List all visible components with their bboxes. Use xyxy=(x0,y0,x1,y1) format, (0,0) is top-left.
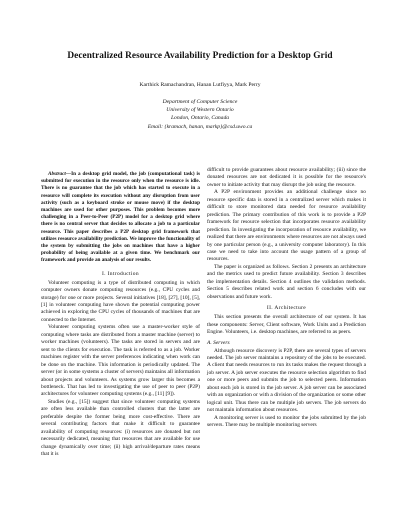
intro-paragraph-3: Studies (e.g., [15]) suggest that since volunteer computing systems are often less available than controlled clusters that the latter are preferable despite the former being more cost-effective. There are several contributing factors that make it difficult to guarantee availability of computing resources: (i) resources are donated but not necessarily dedicated, meaning that resources that are available for use change dynamically over time; (ii) high arrival/departure rates means that it is xyxy=(41,398,200,458)
architecture-paragraph-1: This section presents the overall architecture of our system. It has these components: Server, Client software, Work Units and a Prediction Engine. Volunteers, i.e. desktop machines, are referred to as peers. xyxy=(207,314,366,336)
subsection-heading-servers: A. Servers xyxy=(207,339,230,346)
abstract-text: —In a desktop grid model, the job (computational task) is submitted for execution in the resource only when the resource is idle. There is no guarantee that the job which has started to execute in a resource will complete its execution without any disruption from user activity (such as a keyboard stroke or mouse move) if the desktop machines are used for other purposes. This problem becomes more challenging in a Peer-to-Peer (P2P) model for a desktop grid where there is no central server that decides to allocate a job to a particular resource. This paper describes a P2P desktop grid framework that utilizes resource availability prediction. We improve the functionality of the system by submitting the jobs on machines that have a higher probability of being available at a given time. We benchmark our framework and provide an analysis of our results. xyxy=(41,171,200,264)
right-paragraph-1: difficult to provide guarantees about resource availability; (iii) since the donated resources are not dedicated it is possible for the resource's owner to initiate activity that may disrupt the job using the resource. xyxy=(207,167,366,188)
affiliation-university: University of Western Ontario xyxy=(166,107,234,114)
author-affiliation xyxy=(0,98,400,131)
affiliation-department: Department of Computer Science xyxy=(162,99,238,105)
section-heading-introduction: I. Introduction xyxy=(101,270,140,277)
servers-paragraph-1: Although resource discovery is P2P, there are several types of servers needed. The job server maintains a repository of the jobs to be executed. A client that needs resources to run its tasks makes the request through a job server. A job server executes the resource selection algorithm to find one or more peers and submits the job to selected peers. Information about each job is stored in the job server. A job server can be associated with an organization or with a division of the organization or some other logical unit. Thus there can be multiple job servers. The job servers do not maintain information about resources. xyxy=(207,347,366,414)
paper-authors: Karthick Ramachandran, Hanan Lutfiyya, Mark Perry xyxy=(139,82,261,88)
servers-paragraph-2: A monitoring server is used to monitor the jobs submitted by the job servers. There may be multiple monitoring servers xyxy=(207,414,366,429)
affiliation-email: Email: {kramach, hanan, markp}@csd.uwo.ca xyxy=(147,123,253,130)
right-paragraph-2: A P2P environment provides an additional challenge since no resource specific data is stored in a centralized server which makes it difficult to store monitored data needed for resource availability prediction. The primary contribution of this work is to provide a P2P framework for resource selection that incorporates resource availability prediction. In investigating the incorporation of resource availability, we realized that there are environments where resources are not always used by one particular person (e.g., a university computer laboratory). In this case we need to take into account the usage pattern of a group of resources. xyxy=(207,189,366,263)
paper-title: Decentralized Resource Availability Prediction for a Desktop Grid xyxy=(67,51,333,61)
abstract xyxy=(41,171,200,265)
intro-paragraph-2: Volunteer computing systems often use a master-worker style of computing where tasks are distributed from a master machine (server) to worker machines (volunteers). The tasks are stored in servers and are sent to the clients for execution. The task is referred to as a job. Worker machines register with the server preferences indicating when work can be done on the machine. This information is periodically updated. The server (or in some systems a cluster of servers) maintains all information about projects and volunteers. As systems grow larger this becomes a bottleneck. That has led to investigating the use of peer to peer (P2P) architectures for volunteer computing systems (e.g., [11] [9]). xyxy=(41,324,200,398)
left-column xyxy=(41,171,200,459)
affiliation-city: London, Ontario, Canada xyxy=(170,115,230,122)
right-paragraph-3: The paper is organized as follows. Section 2 presents an architecture and the metrics used to predict future availability. Section 3 describes the implementation details. Section 4 outlines the validation methods. Section 5 describes related work and section 6 concludes with our observations and future work. xyxy=(207,263,366,300)
abstract-lead: Abstract xyxy=(48,171,66,177)
intro-paragraph-1: Volunteer computing is a type of distributed computing in which computer owners donate computing resources (e.g., CPU cycles and storage) for one or more projects. Several initiatives [18], [27], [10], [5], [1] in volunteer computing have shown the potential computing power achieved in exploring the CPU cycles of thousands of machines that are connected to the Internet. xyxy=(41,279,200,323)
section-heading-architecture: II. Architecture xyxy=(266,305,307,312)
right-column xyxy=(207,167,366,430)
